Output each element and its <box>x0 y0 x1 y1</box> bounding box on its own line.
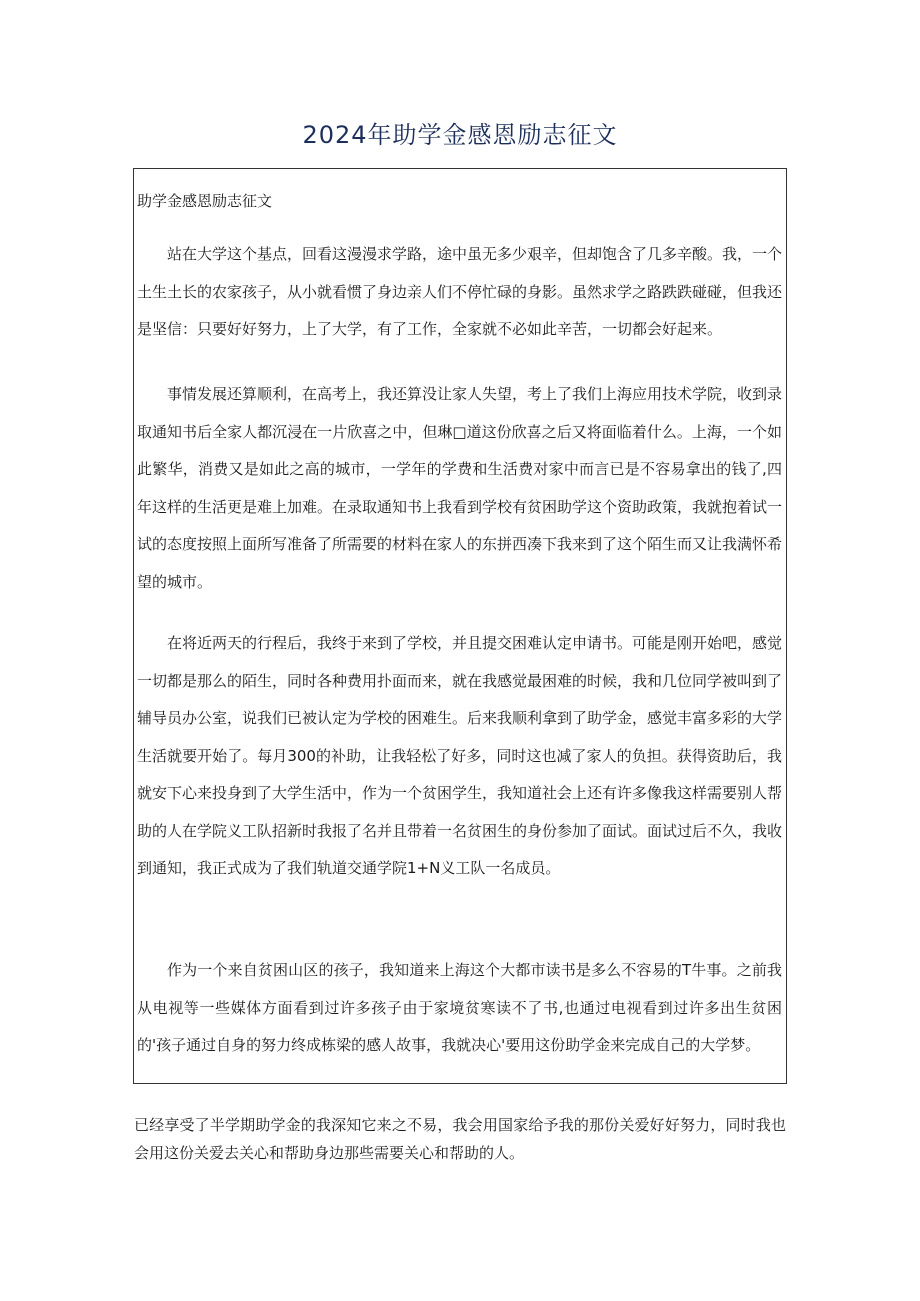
essay-heading: 助学金感恩励志征文 <box>137 192 273 210</box>
paragraph: 站在大学这个基点，回看这漫漫求学路，途中虽无多少艰辛，但却饱含了几多辛酸。我，一个土生土长的农家孩子，从小就看惯了身边亲人们不停忙碌的身影。虽然求学之路跌跌碰碰，但我还是坚信：只要好好努力，上了大学，有了工作，全家就不必如此辛苦，一切都会好起来。 <box>137 245 783 338</box>
essay-box <box>133 168 787 1084</box>
paragraph: 事情发展还算顺利，在高考上，我还算没让家人失望，考上了我们上海应用技术学院，收到录取通知书后全家人都沉浸在一片欣喜之中，但琳□道这份欣喜之后又将面临着什么。上海，一个如此繁华，消费又是如此之高的城市，一学年的学费和生活费对家中而言已是不容易拿出的钱了,四年这样的生活更是难上加难。在录取通知书上我看到学校有贫困助学这个资助政策，我就抱着试一试的态度按照上面所写准备了所需要的材料在家人的东拼西凑下我来到了这个陌生而又让我满怀希望的城市。 <box>137 385 783 591</box>
closing-paragraph: 已经享受了半学期助学金的我深知它来之不易，我会用国家给予我的那份关爱好好努力，同时我也会用这份关爱去关心和帮助身边那些需要关心和帮助的人。 <box>134 1116 786 1162</box>
page-title: 2024年助学金感恩励志征文 <box>302 121 618 149</box>
paragraph: 在将近两天的行程后，我终于来到了学校，并且提交困难认定申请书。可能是刚开始吧，感觉一切都是那么的陌生，同时各种费用扑面而来，就在我感觉最困难的时候，我和几位同学被叫到了辅导员办公室，说我们已被认定为学校的困难生。后来我顺利拿到了助学金，感觉丰富多彩的大学生活就要开始了。每月300的补助，让我轻松了好多，同时这也减了家人的负担。获得资助后，我就安下心来投身到了大学生活中，作为一个贫困学生，我知道社会上还有许多像我这样需要别人帮助的人在学院义工队招新时我报了名并且带着一名贫困生的身份参加了面试。面试过后不久，我收到通知，我正式成为了我们轨道交通学院1+N义工队一名成员。 <box>137 634 783 877</box>
paragraph: 作为一个来自贫困山区的孩子，我知道来上海这个大都市读书是多么不容易的T牛事。之前我从电视等一些媒体方面看到过许多孩子由于家境贫寒读不了书,也通过电视看到过许多出生贫困的'孩子通过自身的努力终成栋梁的感人故事，我就决心'要用这份助学金来完成自己的大学梦。 <box>137 961 782 1054</box>
